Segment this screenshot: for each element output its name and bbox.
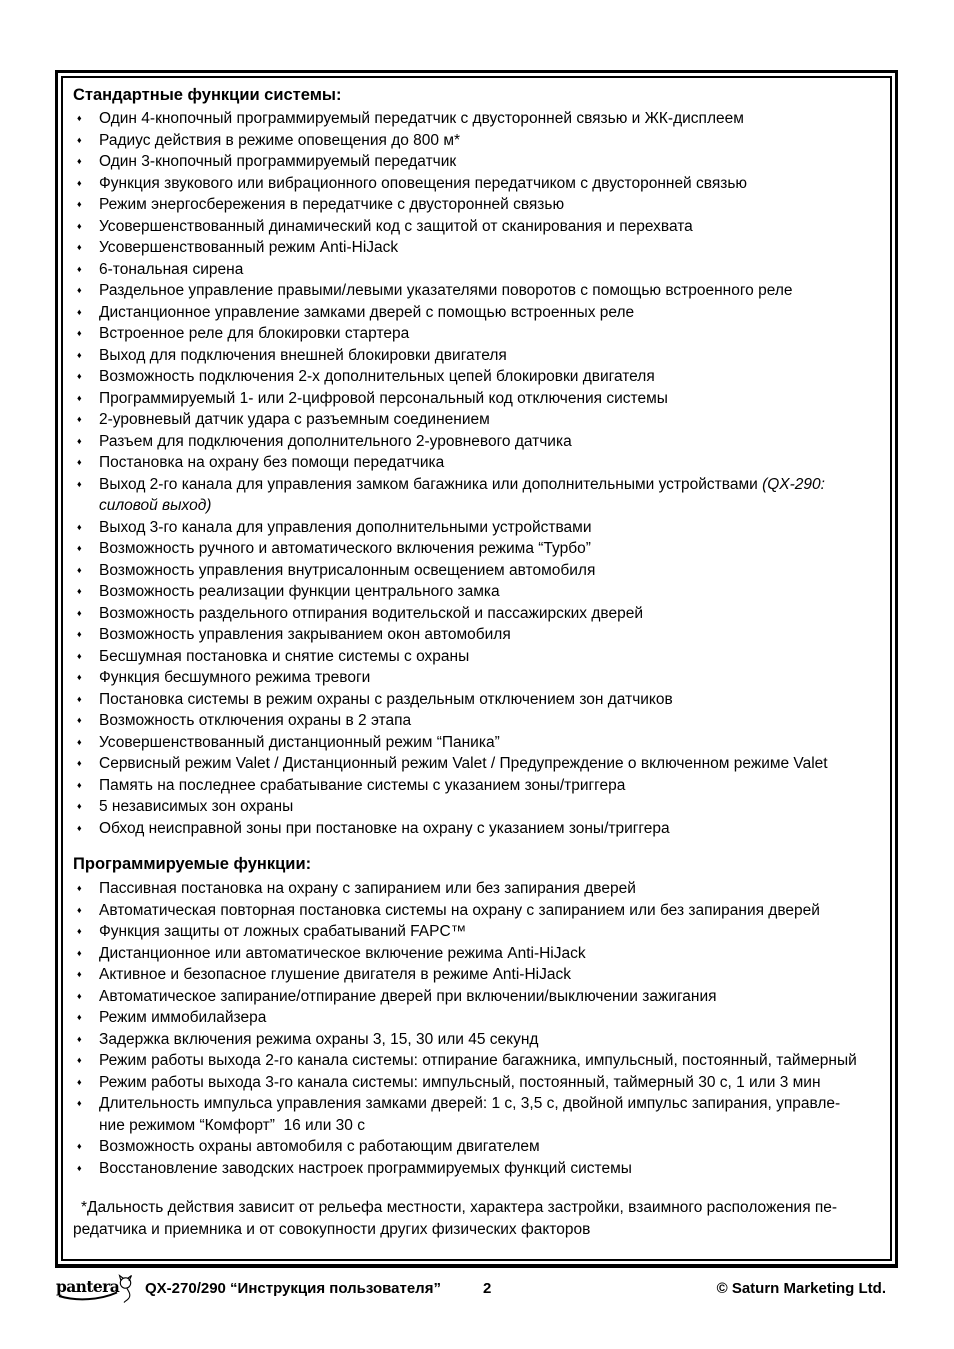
bullet-diamond-icon: ♦ — [77, 521, 82, 532]
pantera-logo-text: pantera — [56, 1277, 120, 1296]
feature-item — [73, 431, 880, 453]
feature-item — [73, 1050, 880, 1072]
feature-item-text: Дистанционное или автоматическое включение режима Anti-HiJack — [99, 944, 586, 962]
feature-item-text: 2-уровневый датчик удара с разъемным соединением — [99, 411, 490, 428]
bullet-diamond-icon: ♦ — [77, 779, 82, 790]
feature-item — [73, 796, 880, 818]
range-footnote: *Дальность действия зависит от рельефа местности, характера застройки, взаимного расположения пе- редатчика и приемника и от совокупности других физических факторов — [73, 1199, 838, 1238]
bullet-diamond-icon: ♦ — [77, 1012, 82, 1022]
bullet-diamond-icon: ♦ — [77, 947, 82, 958]
feature-item-text: Один 4-кнопочный программируемый передатчик с двусторонней связью и ЖК-дисплеем — [99, 110, 744, 127]
bullet-diamond-icon: ♦ — [77, 371, 82, 381]
bullet-diamond-icon: ♦ — [77, 883, 82, 893]
feature-item-text: Длительность импульса управления замками дверей: 1 с, 3,5 с, двойной импульс запирания, управле- ние режимом “Комфорт” 16 или 30 с — [99, 1095, 841, 1134]
feature-item — [73, 921, 880, 943]
feature-item-text: Функция защиты от ложных срабатываний FAPC™ — [99, 923, 467, 940]
feature-item-text: Сервисный режим Valet / Дистанционный режим Valet / Предупреждение о включенном режиме Valet — [99, 755, 828, 772]
bullet-diamond-icon: ♦ — [77, 435, 82, 446]
feature-item — [73, 943, 880, 965]
bullet-diamond-icon: ♦ — [77, 306, 82, 317]
bullet-diamond-icon: ♦ — [77, 1055, 82, 1065]
bullet-diamond-icon: ♦ — [77, 801, 82, 811]
bullet-diamond-icon: ♦ — [77, 328, 82, 338]
feature-item-text: Выход для подключения внешней блокировки двигателя — [99, 346, 507, 364]
feature-item — [73, 667, 880, 689]
feature-item — [73, 775, 880, 797]
bullet-diamond-icon: ♦ — [77, 156, 82, 166]
standard-functions-list — [73, 108, 880, 839]
pantera-logo-icon — [55, 1273, 141, 1305]
bullet-diamond-icon: ♦ — [77, 904, 82, 915]
feature-item — [73, 194, 880, 216]
bullet-diamond-icon: ♦ — [77, 414, 82, 424]
feature-item-text: Автоматическое запирание/отпирание дверей при включении/выключении зажигания — [99, 987, 717, 1005]
feature-item-text: Восстановление заводских настроек программируемых функций системы — [99, 1159, 632, 1177]
feature-item — [73, 108, 880, 130]
feature-item-text: Программируемый 1- или 2-цифровой персональный код отключения системы — [99, 389, 668, 407]
bullet-diamond-icon: ♦ — [77, 220, 82, 231]
footer-manual-title: QX-270/290 “Инструкция пользователя” — [145, 1280, 441, 1297]
feature-item-text: Разъем для подключения дополнительного 2-уровневого датчика — [99, 432, 572, 450]
feature-item-text: Возможность управления закрыванием окон автомобиля — [99, 626, 511, 643]
feature-item-text: Пассивная постановка на охрану с запиранием или без запирания дверей — [99, 880, 636, 897]
feature-item — [73, 986, 880, 1008]
feature-item-text: Усовершенствованный режим Anti-HiJack — [99, 239, 399, 256]
feature-item-text: Постановка системы в режим охраны с раздельным отключением зон датчиков — [99, 690, 673, 708]
feature-item — [73, 581, 880, 603]
section-heading-programmable-functions: Программируемые функции: — [73, 855, 312, 873]
bullet-diamond-icon: ♦ — [77, 1033, 82, 1044]
feature-item-text: Обход неисправной зоны при постановке на охрану с указанием зоны/триггера — [99, 819, 670, 837]
feature-item-text: Возможность раздельного отпирания водительской и пассажирских дверей — [99, 604, 643, 622]
feature-item — [73, 818, 880, 840]
feature-item — [73, 474, 880, 517]
bullet-diamond-icon: ♦ — [77, 1141, 82, 1151]
feature-item — [73, 388, 880, 410]
feature-item — [73, 689, 880, 711]
feature-item-text: Режим иммобилайзера — [99, 1009, 267, 1026]
bullet-diamond-icon: ♦ — [77, 990, 82, 1001]
bullet-diamond-icon: ♦ — [77, 478, 82, 489]
feature-item — [73, 216, 880, 238]
feature-item — [73, 878, 880, 900]
section-heading-standard-functions: Стандартные функции системы: — [73, 86, 342, 104]
bullet-diamond-icon: ♦ — [77, 607, 82, 618]
bullet-diamond-icon: ♦ — [77, 650, 82, 661]
bullet-diamond-icon: ♦ — [77, 1076, 82, 1087]
bullet-diamond-icon: ♦ — [77, 822, 82, 833]
feature-item — [73, 732, 880, 754]
feature-item-text: Дистанционное управление замками дверей с помощью встроенных реле — [99, 303, 635, 321]
feature-item — [73, 900, 880, 922]
feature-item — [73, 1093, 880, 1136]
feature-item — [73, 237, 880, 259]
feature-item — [73, 1158, 880, 1180]
feature-item-text: Режим работы выхода 3-го канала системы: импульсный, постоянный, таймерный 30 с, 1 или 3 мин — [99, 1073, 821, 1091]
bullet-diamond-icon: ♦ — [77, 672, 82, 682]
bullet-diamond-icon: ♦ — [77, 586, 82, 596]
feature-item-text: Задержка включения режима охраны 3, 15, 30 или 45 секунд — [99, 1030, 539, 1048]
feature-item — [73, 173, 880, 195]
bullet-diamond-icon: ♦ — [77, 564, 82, 575]
feature-item-text: 6-тональная сирена — [99, 260, 244, 278]
bullet-diamond-icon: ♦ — [77, 113, 82, 123]
bullet-diamond-icon: ♦ — [77, 349, 82, 360]
footer-page-number: 2 — [483, 1280, 492, 1297]
feature-item — [73, 1072, 880, 1094]
bullet-diamond-icon: ♦ — [77, 199, 82, 209]
programmable-functions-list — [73, 878, 880, 1179]
feature-item-text: Один 3-кнопочный программируемый передатчик — [99, 153, 457, 170]
bullet-diamond-icon: ♦ — [77, 969, 82, 979]
feature-item-text: Усовершенствованный динамический код с защитой от сканирования и перехвата — [99, 217, 693, 235]
feature-item-text: Возможность управления внутрисалонным освещением автомобиля — [99, 561, 596, 579]
feature-item — [73, 646, 880, 668]
feature-item — [73, 710, 880, 732]
feature-item-text: Возможность подключения 2-х дополнительных цепей блокировки двигателя — [99, 368, 655, 385]
features-box-inner — [61, 76, 892, 1261]
feature-item — [73, 259, 880, 281]
feature-item-text: Усовершенствованный дистанционный режим “Паника” — [99, 733, 500, 751]
feature-item-text: Возможность охраны автомобиля с работающим двигателем — [99, 1138, 540, 1155]
feature-item-text: Возможность реализации функции центрального замка — [99, 583, 500, 600]
feature-item-text: Радиус действия в режиме оповещения до 800 м* — [99, 131, 461, 149]
feature-item — [73, 280, 880, 302]
feature-item-text: Возможность отключения охраны в 2 этапа — [99, 712, 412, 729]
bullet-diamond-icon: ♦ — [77, 758, 82, 768]
bullet-diamond-icon: ♦ — [77, 629, 82, 639]
feature-item — [73, 624, 880, 646]
feature-item-text: Выход 2-го канала для управления замком багажника или дополнительными устройствами (QX-290: силовой выход) — [99, 475, 825, 514]
footer-copyright: © Saturn Marketing Ltd. — [716, 1280, 886, 1297]
feature-item — [73, 302, 880, 324]
feature-item-text: Выход 3-го канала для управления дополнительными устройствами — [99, 518, 592, 536]
cat-icon — [120, 1276, 132, 1303]
bullet-diamond-icon: ♦ — [77, 1098, 82, 1108]
feature-item — [73, 323, 880, 345]
feature-item-text: Бесшумная постановка и снятие системы с охраны — [99, 647, 470, 665]
bullet-diamond-icon: ♦ — [77, 392, 82, 403]
feature-item-text: Раздельное управление правыми/левыми указателями поворотов с помощью встроенного реле — [99, 282, 793, 299]
bullet-diamond-icon: ♦ — [77, 263, 82, 274]
bullet-diamond-icon: ♦ — [77, 242, 82, 252]
bullet-diamond-icon: ♦ — [77, 134, 82, 145]
bullet-diamond-icon: ♦ — [77, 285, 82, 295]
feature-item-text: Память на последнее срабатывание системы с указанием зоны/триггера — [99, 776, 626, 794]
pantera-logo — [55, 1273, 141, 1310]
feature-item — [73, 151, 880, 173]
feature-item — [73, 366, 880, 388]
bullet-diamond-icon: ♦ — [77, 1162, 82, 1173]
features-box — [55, 70, 898, 1268]
feature-item-text: Встроенное реле для блокировки стартера — [99, 325, 410, 342]
bullet-diamond-icon: ♦ — [77, 715, 82, 725]
feature-item-text: 5 независимых зон охраны — [99, 798, 294, 815]
feature-item — [73, 538, 880, 560]
feature-item-text: Режим энергосбережения в передатчике с двусторонней связью — [99, 196, 565, 213]
feature-item — [73, 964, 880, 986]
bullet-diamond-icon: ♦ — [77, 926, 82, 936]
feature-item — [73, 1136, 880, 1158]
bullet-diamond-icon: ♦ — [77, 736, 82, 747]
bullet-diamond-icon: ♦ — [77, 457, 82, 467]
bullet-diamond-icon: ♦ — [77, 177, 82, 188]
feature-item — [73, 1007, 880, 1029]
feature-item — [73, 560, 880, 582]
feature-item — [73, 753, 880, 775]
feature-item-text: Возможность ручного и автоматического включения режима “Турбо” — [99, 540, 591, 557]
feature-item-text: Функция звукового или вибрационного оповещения передатчиком с двусторонней связью — [99, 174, 748, 192]
feature-item-text: Автоматическая повторная постановка системы на охрану с запиранием или без запирания дверей — [99, 901, 820, 919]
page-footer — [55, 1272, 898, 1306]
feature-item-text: Активное и безопасное глушение двигателя в режиме Anti-HiJack — [99, 966, 571, 983]
feature-item — [73, 452, 880, 474]
feature-item-text: Постановка на охрану без помощи передатчика — [99, 454, 445, 471]
feature-item — [73, 1029, 880, 1051]
bullet-diamond-icon: ♦ — [77, 543, 82, 553]
feature-item — [73, 409, 880, 431]
feature-item-text: Режим работы выхода 2-го канала системы: отпирание багажника, импульсный, постоянный, таймерный — [99, 1052, 857, 1069]
feature-item — [73, 517, 880, 539]
feature-item — [73, 603, 880, 625]
feature-item — [73, 130, 880, 152]
feature-item — [73, 345, 880, 367]
bullet-diamond-icon: ♦ — [77, 693, 82, 704]
feature-item-text: Функция бесшумного режима тревоги — [99, 669, 371, 686]
